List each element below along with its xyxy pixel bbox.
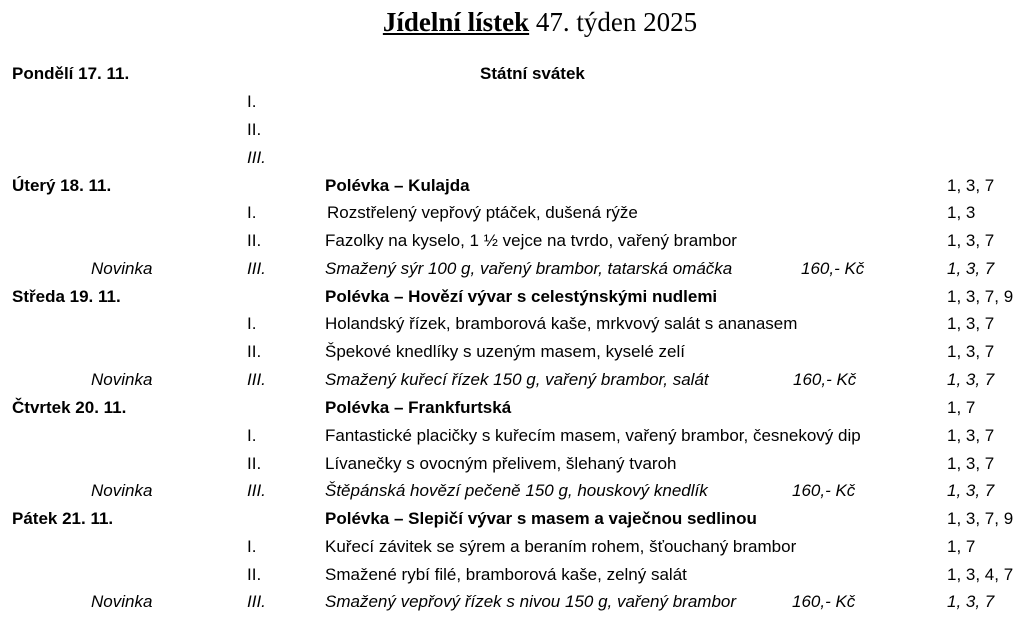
meal-name: Lívanečky s ovocným přelivem, šlehaný tvaroh: [325, 454, 677, 473]
allergens: 1, 3, 7, 9: [947, 509, 1014, 528]
allergens: 1, 3, 7: [947, 592, 995, 611]
menu-title: [0, 6, 1034, 38]
meal-number: III.: [247, 259, 266, 278]
menu-row: [0, 394, 1034, 422]
allergens: 1, 3, 4, 7: [947, 565, 1014, 584]
novelty-tag: Novinka: [91, 481, 153, 500]
menu-row: [0, 477, 1034, 505]
day-label: Pátek 21. 11.: [12, 509, 114, 528]
meal-number: II.: [247, 342, 262, 361]
meal-price: 160,- Kč: [792, 481, 856, 500]
novelty-tag: Novinka: [91, 259, 153, 278]
meal-number: II.: [247, 454, 262, 473]
meal-name: Smažené rybí filé, bramborová kaše, zelný salát: [325, 565, 687, 584]
allergens: 1, 3, 7: [947, 454, 995, 473]
holiday-label: Státní svátek: [480, 64, 585, 83]
allergens: 1, 3, 7: [947, 370, 995, 389]
allergens: 1, 3, 7: [947, 231, 995, 250]
meal-number: II.: [247, 120, 262, 139]
meal-name: Kuřecí závitek se sýrem a beraním rohem, šťouchaný brambor: [325, 537, 797, 556]
menu-row: [0, 505, 1034, 533]
meal-number: III.: [247, 481, 266, 500]
allergens: 1, 3, 7: [947, 342, 995, 361]
menu-row: [0, 338, 1034, 366]
menu-row: [0, 144, 1034, 172]
menu-row: [0, 561, 1034, 589]
menu-row: [0, 172, 1034, 200]
meal-price: 160,- Kč: [793, 370, 857, 389]
menu-row: [0, 227, 1034, 255]
meal-number: III.: [247, 370, 266, 389]
meal-name: Holandský řízek, bramborová kaše, mrkvový salát s ananasem: [325, 314, 798, 333]
meal-name: Špekové knedlíky s uzeným masem, kyselé zelí: [325, 342, 685, 361]
meal-name: Smažený sýr 100 g, vařený brambor, tatarská omáčka: [325, 259, 733, 278]
allergens: 1, 3: [947, 203, 976, 222]
meal-number: I.: [247, 314, 257, 333]
allergens: 1, 3, 7: [947, 314, 995, 333]
day-label: Úterý 18. 11.: [12, 176, 112, 195]
meal-number: I.: [247, 203, 257, 222]
menu-row: [0, 533, 1034, 561]
allergens: 1, 3, 7, 9: [947, 287, 1014, 306]
menu-row: [0, 88, 1034, 116]
menu-row: [0, 60, 1034, 88]
meal-price: 160,- Kč: [801, 259, 865, 278]
menu-row: [0, 422, 1034, 450]
menu-row: [0, 283, 1034, 311]
meal-number: I.: [247, 537, 257, 556]
day-label: Středa 19. 11.: [12, 287, 121, 306]
menu-row: [0, 450, 1034, 478]
meal-number: II.: [247, 565, 262, 584]
novelty-tag: Novinka: [91, 592, 153, 611]
meal-name: Smažený vepřový řízek s nivou 150 g, vařený brambor: [325, 592, 737, 611]
novelty-tag: Novinka: [91, 370, 153, 389]
meal-number: II.: [247, 231, 262, 250]
meal-name: Smažený kuřecí řízek 150 g, vařený brambor, salát: [325, 370, 709, 389]
meal-number: I.: [247, 92, 257, 111]
meal-name: Fantastické placičky s kuřecím masem, vařený brambor, česnekový dip: [325, 426, 861, 445]
menu-title-main: Jídelní lístek: [382, 7, 530, 37]
menu-row: [0, 255, 1034, 283]
soup-name: Polévka – Frankfurtská: [325, 398, 512, 417]
allergens: 1, 3, 7: [947, 481, 995, 500]
menu-title-week: 47. týden 2025: [529, 7, 698, 37]
menu-row: [0, 199, 1034, 227]
allergens: 1, 3, 7: [947, 176, 995, 195]
meal-name: Fazolky na kyselo, 1 ½ vejce na tvrdo, vařený brambor: [325, 231, 737, 250]
meal-number: III.: [247, 592, 266, 611]
soup-name: Polévka – Slepičí vývar s masem a vaječnou sedlinou: [325, 509, 757, 528]
allergens: 1, 3, 7: [947, 259, 995, 278]
menu-row: [0, 310, 1034, 338]
meal-name: Štěpánská hovězí pečeně 150 g, houskový knedlík: [325, 481, 708, 500]
meal-name: Rozstřelený vepřový ptáček, dušená rýže: [327, 203, 638, 222]
menu-row: [0, 116, 1034, 144]
menu-row: [0, 588, 1034, 616]
day-label: Čtvrtek 20. 11.: [12, 398, 127, 417]
allergens: 1, 7: [947, 398, 976, 417]
meal-number: I.: [247, 426, 257, 445]
allergens: 1, 7: [947, 537, 976, 556]
soup-name: Polévka – Kulajda: [325, 176, 470, 195]
soup-name: Polévka – Hovězí vývar s celestýnskými nudlemi: [325, 287, 718, 306]
day-label: Pondělí 17. 11.: [12, 64, 130, 83]
meal-price: 160,- Kč: [792, 592, 856, 611]
meal-number: III.: [247, 148, 266, 167]
menu-row: [0, 366, 1034, 394]
allergens: 1, 3, 7: [947, 426, 995, 445]
